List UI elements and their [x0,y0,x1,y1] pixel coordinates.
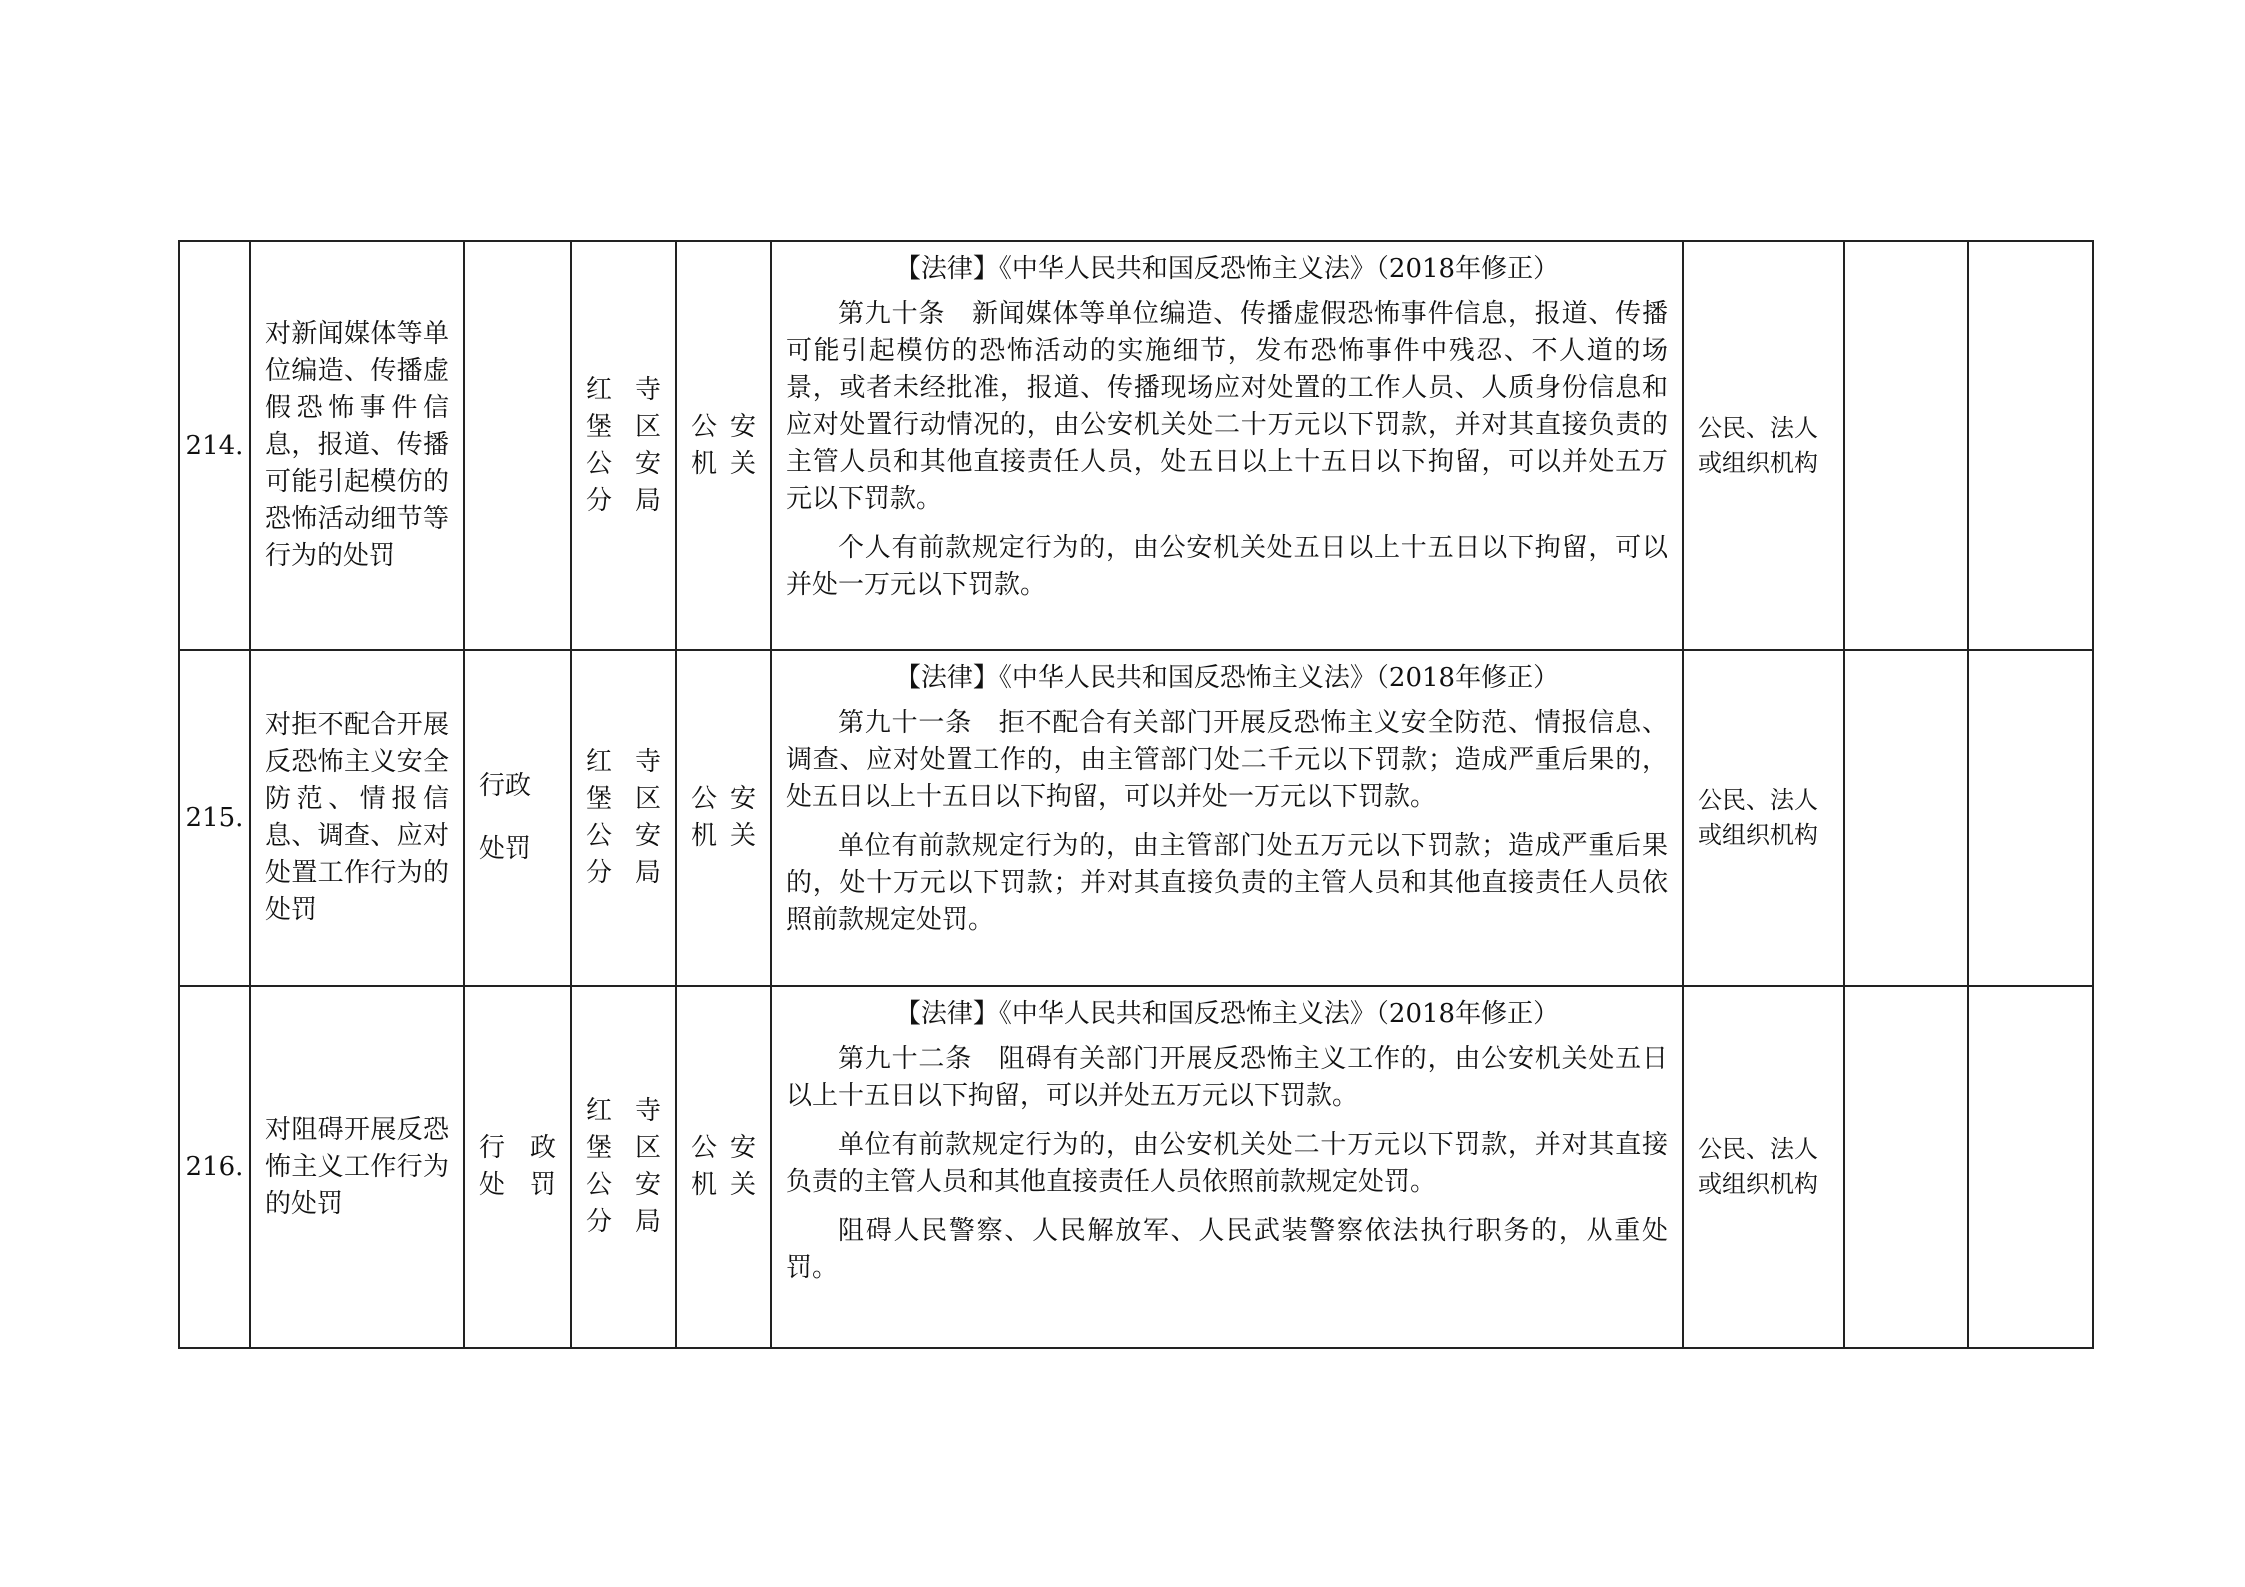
basis-title: 【法律】《中华人民共和国反恐怖主义法》（2018年修正） [894,663,1560,693]
basis-paragraph: 第九十二条 阻碍有关部门开展反恐怖主义工作的，由公安机关处五日以上十五日以下拘留，可以并处五万元以下罚款。 [786,1044,1668,1111]
authority-text: 公安机关 [691,1133,756,1200]
basis-title: 【法律】《中华人民共和国反恐怖主义法》（2018年修正） [894,999,1560,1029]
extra-cell [1968,986,2093,1348]
implementing-org [571,650,676,986]
basis-paragraph: 第九十条 新闻媒体等单位编造、传播虚假恐怖事件信息，报道、传播可能引起模仿的恐怖活动的实施细节，发布恐怖事件中残忍、不人道的场景，或者未经批准，报道、传播现场应对处置的工作人员、人质身份信息和应对处置行动情况的，由公安机关处二十万元以下罚款，并对其直接负责的主管人员和其他直接责任人员，处五日以上十五日以下拘留，可以并处五万元以下罚款。 [786,299,1668,514]
authority [676,241,771,650]
row-number: 214. [179,241,250,650]
extra-cell [1844,241,1968,650]
basis-paragraph: 单位有前款规定行为的，由主管部门处五万元以下罚款；造成严重后果的，处十万元以下罚款；并对其直接负责的主管人员和其他直接责任人员依照前款规定处罚。 [786,831,1668,935]
authority-text: 公安机关 [691,784,756,851]
target-subject: 公民、法人或组织机构 [1683,986,1844,1348]
extra-cell [1968,241,2093,650]
target-subject: 公民、法人或组织机构 [1683,241,1844,650]
penalty-type-text: 行政处罚 [479,1133,556,1200]
penalty-type-text: 行政处罚 [479,771,532,864]
org-text: 红寺堡区公安分局 [586,747,661,888]
basis-paragraph: 第九十一条 拒不配合有关部门开展反恐怖主义安全防范、情报信息、调查、应对处置工作的，由主管部门处二千元以下罚款；造成严重后果的，处五日以上十五日以下拘留，可以并处一万元以下罚款。 [786,708,1668,812]
target-subject: 公民、法人或组织机构 [1683,650,1844,986]
authority-text: 公安机关 [691,411,756,479]
item-name: 对阻碍开展反恐怖主义工作行为的处罚 [250,986,464,1348]
implementing-org [571,986,676,1348]
basis-paragraph: 阻碍人民警察、人民解放军、人民武装警察依法执行职务的，从重处罚。 [786,1216,1668,1283]
penalty-type [464,241,571,650]
legal-basis [771,650,1683,986]
penalty-type [464,986,571,1348]
table-row [179,650,2093,986]
authority [676,650,771,986]
extra-cell [1844,650,1968,986]
item-name: 对新闻媒体等单位编造、传播虚假恐怖事件信息，报道、传播可能引起模仿的恐怖活动细节等行为的处罚 [250,241,464,650]
basis-title: 【法律】《中华人民共和国反恐怖主义法》（2018年修正） [894,254,1560,284]
basis-paragraph: 个人有前款规定行为的，由公安机关处五日以上十五日以下拘留，可以并处一万元以下罚款。 [786,533,1668,600]
table-row [179,241,2093,650]
penalty-table [178,240,2094,1349]
basis-paragraph: 单位有前款规定行为的，由公安机关处二十万元以下罚款，并对其直接负责的主管人员和其他直接责任人员依照前款规定处罚。 [786,1130,1668,1197]
penalty-type [464,650,571,986]
row-number: 216. [179,986,250,1348]
item-name: 对拒不配合开展反恐怖主义安全防范、情报信息、调查、应对处置工作行为的处罚 [250,650,464,986]
extra-cell [1844,986,1968,1348]
org-text: 红寺堡区公安分局 [586,374,661,516]
legal-basis [771,241,1683,650]
authority [676,986,771,1348]
legal-basis [771,986,1683,1348]
org-text: 红寺堡区公安分局 [586,1096,661,1237]
table-row [179,986,2093,1348]
extra-cell [1968,650,2093,986]
implementing-org [571,241,676,650]
row-number: 215. [179,650,250,986]
